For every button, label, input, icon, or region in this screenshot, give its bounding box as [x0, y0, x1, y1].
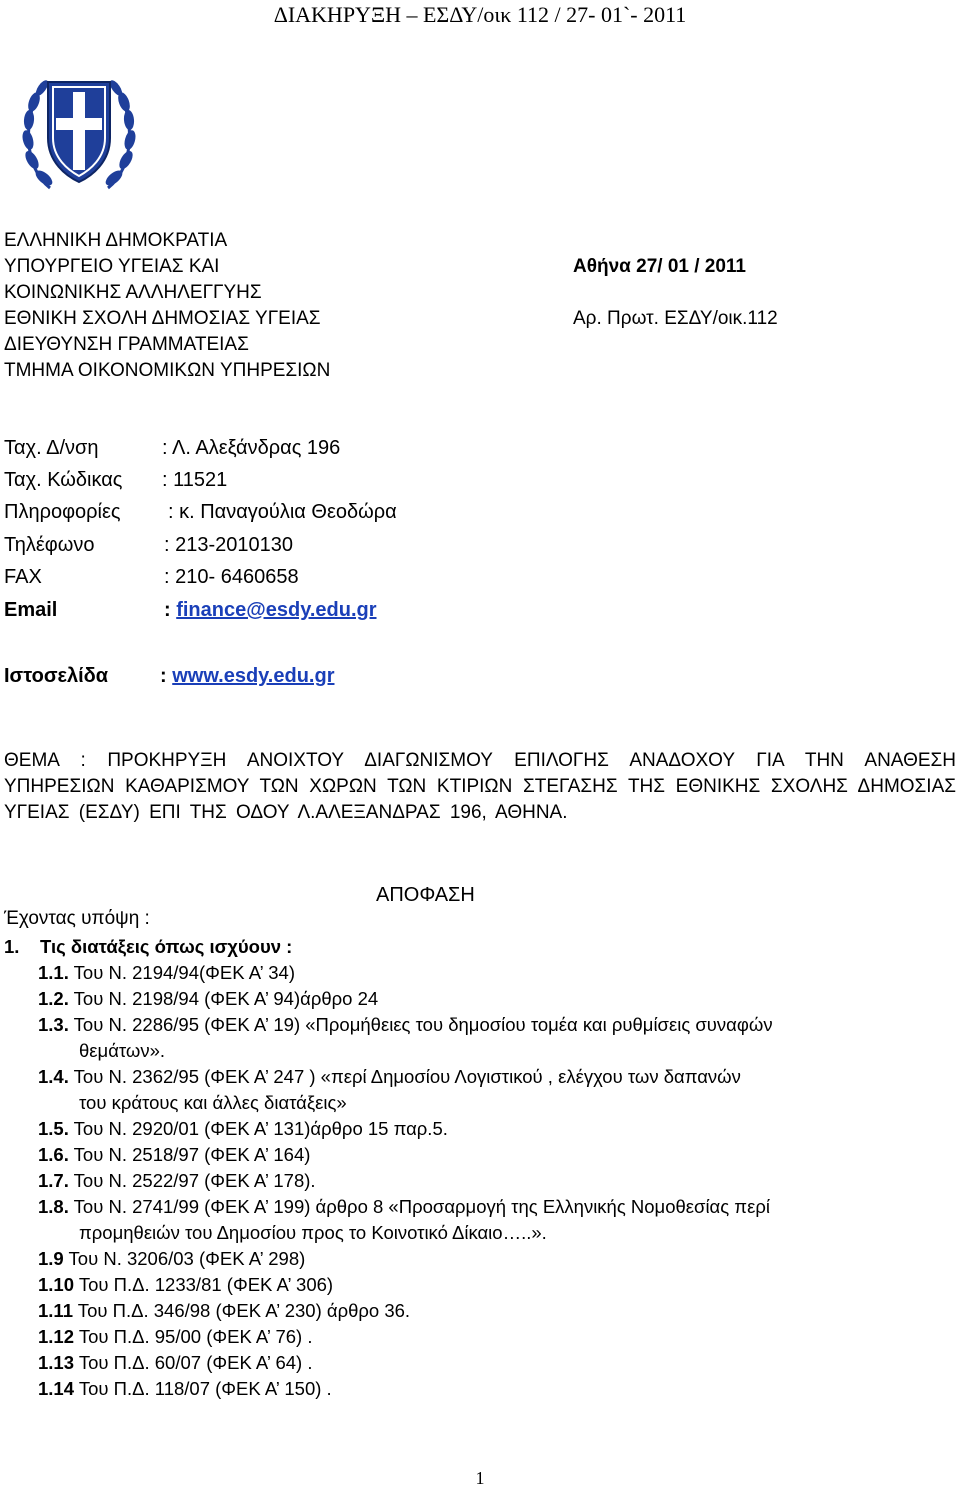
item-text: Του Ν. 2198/94 (ΦΕΚ Α’ 94)άρθρο 24 [68, 988, 379, 1009]
item-text: Του Π.Δ. 60/07 (ΦΕΚ Α’ 64) . [74, 1352, 313, 1373]
org-line: ΥΠΟΥΡΓΕΙΟ ΥΓΕΙΑΣ ΚΑΙ [4, 256, 220, 277]
postcode-label: Ταχ. Κώδικας [4, 469, 123, 491]
subject-paragraph: ΘΕΜΑ : ΠΡΟΚΗΡΥΞΗ ΑΝΟΙΧΤΟΥ ΔΙΑΓΩΝΙΣΜΟΥ ΕΠΙΛΟΓΗΣ ΑΝΑΔΟΧΟΥ ΓΙΑ ΤΗΝ ΑΝΑΘΕΣΗ ΥΠΗΡΕΣΙΩΝ ΚΑΘΑΡΙΣΜΟΥ ΤΩΝ ΧΩΡΩΝ ΤΩΝ ΚΤΙΡΙΩΝ ΣΤΕΓΑΣΗΣ ΤΗΣ ΕΘΝΙΚΗΣ ΣΧΟΛΗΣ ΔΗΜΟΣΙΑΣ ΥΓΕΙΑΣ (ΕΣΔΥ) ΕΠΙ ΤΗΣ ΟΔΟΥ Λ.ΑΛΕΞΑΝΔΡΑΣ 196, ΑΘΗΝΑ. [4, 750, 956, 823]
address-row [4, 432, 340, 464]
item-number: 1.8. [38, 1196, 69, 1217]
website-separator: : [160, 665, 173, 687]
list-item [38, 1324, 312, 1350]
list-item [38, 1012, 773, 1038]
phone-value: : 213-2010130 [164, 534, 294, 556]
list-item [38, 1168, 316, 1194]
list-item-continuation: προμηθειών του Δημοσίου προς το Κοινοτικό Δίκαιο…..». [79, 1222, 547, 1243]
website-label: Ιστοσελίδα [4, 665, 109, 687]
address-label: Ταχ. Δ/νση [4, 437, 99, 459]
email-link[interactable]: finance@esdy.edu.gr [176, 599, 377, 621]
phone-label: Τηλέφωνο [4, 534, 95, 556]
item-number: 1.7. [38, 1170, 69, 1191]
page-number: 1 [475, 1468, 485, 1488]
address-value: : Λ. Αλεξάνδρας 196 [162, 437, 341, 459]
postcode-value: : 11521 [162, 469, 228, 491]
document-header: ΔΙΑΚΗΡΥΞΗ – ΕΣΔΥ/οικ 112 / 27- 01`- 2011 [273, 2, 687, 27]
list-item [38, 1272, 333, 1298]
item-text: Του Π.Δ. 1233/81 (ΦΕΚ Α’ 306) [74, 1274, 334, 1295]
item-number: 1.6. [38, 1144, 69, 1165]
item-number: 1.1. [38, 962, 69, 983]
protocol-text: Αρ. Πρωτ. ΕΣΔΥ/οικ.112 [573, 308, 778, 329]
org-line: ΚΟΙΝΩΝΙΚΗΣ ΑΛΛΗΛΕΓΓΥΗΣ [4, 282, 262, 303]
website-link[interactable]: www.esdy.edu.gr [172, 665, 335, 687]
item-number: 1.11 [38, 1300, 73, 1321]
email-row [4, 594, 377, 626]
list-item [38, 960, 295, 986]
email-label: Email [4, 599, 58, 621]
protocol-number [573, 308, 778, 330]
list-item-continuation: θεμάτων». [79, 1040, 166, 1061]
list-item [38, 1194, 770, 1220]
item-number: 1.3. [38, 1014, 69, 1035]
phone-row [4, 529, 293, 561]
email-separator: : [164, 599, 177, 621]
item-number: 1.10 [38, 1274, 75, 1295]
website-row [4, 660, 334, 692]
section-title: Τις διατάξεις όπως ισχύουν : [40, 936, 293, 957]
org-line: ΔΙΕΥΘΥΝΣΗ ΓΡΑΜΜΑΤΕΙΑΣ [4, 334, 249, 355]
fax-row [4, 561, 299, 593]
list-item [38, 1350, 312, 1376]
item-number: 1.9 [38, 1248, 64, 1269]
item-number: 1.4. [38, 1066, 69, 1087]
decision-title: ΑΠΟΦΑΣΗ [376, 884, 475, 906]
item-text: Του Ν. 3206/03 (ΦΕΚ Α’ 298) [63, 1248, 306, 1269]
list-item [38, 1142, 310, 1168]
item-text: Του Ν. 2518/97 (ΦΕΚ Α’ 164) [68, 1144, 311, 1165]
item-number: 1.14 [38, 1378, 75, 1399]
list-item [38, 1116, 448, 1142]
list-item [38, 986, 378, 1012]
item-number: 1.13 [38, 1352, 75, 1373]
item-text: Του Ν. 2286/95 (ΦΕΚ Α’ 19) «Προμήθειες του δημοσίου τομέα και ρυθμίσεις συναφών [68, 1014, 773, 1035]
item-text: Του Π.Δ. 95/00 (ΦΕΚ Α’ 76) . [74, 1326, 313, 1347]
list-item-continuation: του κράτους και άλλες διατάξεις» [79, 1092, 347, 1113]
item-text: Του Π.Δ. 346/98 (ΦΕΚ Α’ 230) άρθρο 36. [73, 1300, 411, 1321]
list-item [38, 1298, 410, 1324]
item-text: Του Π.Δ. 118/07 (ΦΕΚ Α’ 150) . [74, 1378, 332, 1399]
org-line: ΕΛΛΗΝΙΚΗ ΔΗΜΟΚΡΑΤΙΑ [4, 230, 228, 251]
item-text: Του Ν. 2522/97 (ΦΕΚ Α’ 178). [68, 1170, 316, 1191]
greek-coat-of-arms-icon [20, 60, 138, 200]
fax-label: FAX [4, 566, 42, 588]
document-date: Αθήνα 27/ 01 / 2011 [573, 256, 747, 277]
item-number: 1.5. [38, 1118, 69, 1139]
item-number: 1.12 [38, 1326, 75, 1347]
postcode-row [4, 464, 227, 496]
item-text: Του Ν. 2741/99 (ΦΕΚ Α’ 199) άρθρο 8 «Προσαρμογή της Ελληνικής Νομοθεσίας περί [68, 1196, 770, 1217]
list-item [38, 1246, 305, 1272]
list-item [38, 1376, 332, 1402]
item-number: 1.2. [38, 988, 69, 1009]
item-text: Του Ν. 2920/01 (ΦΕΚ Α’ 131)άρθρο 15 παρ.5. [68, 1118, 448, 1139]
org-line: ΕΘΝΙΚΗ ΣΧΟΛΗ ΔΗΜΟΣΙΑΣ ΥΓΕΙΑΣ [4, 308, 321, 329]
info-row [4, 496, 397, 528]
section-number: 1. [4, 936, 20, 957]
having-regard-text: Έχοντας υπόψη : [4, 908, 150, 929]
list-item [38, 1064, 741, 1090]
info-label: Πληροφορίες [4, 501, 121, 523]
section-heading [4, 934, 292, 960]
org-line: ΤΜΗΜΑ ΟΙΚΟΝΟΜΙΚΩΝ ΥΠΗΡΕΣΙΩΝ [4, 360, 331, 381]
item-text: Του Ν. 2362/95 (ΦΕΚ Α’ 247 ) «περί Δημοσίου Λογιστικού , ελέγχου των δαπανών [68, 1066, 741, 1087]
info-value: : κ. Παναγούλια Θεοδώρα [168, 501, 397, 523]
item-text: Του Ν. 2194/94(ΦΕΚ Α’ 34) [68, 962, 295, 983]
fax-value: : 210- 6460658 [164, 566, 299, 588]
